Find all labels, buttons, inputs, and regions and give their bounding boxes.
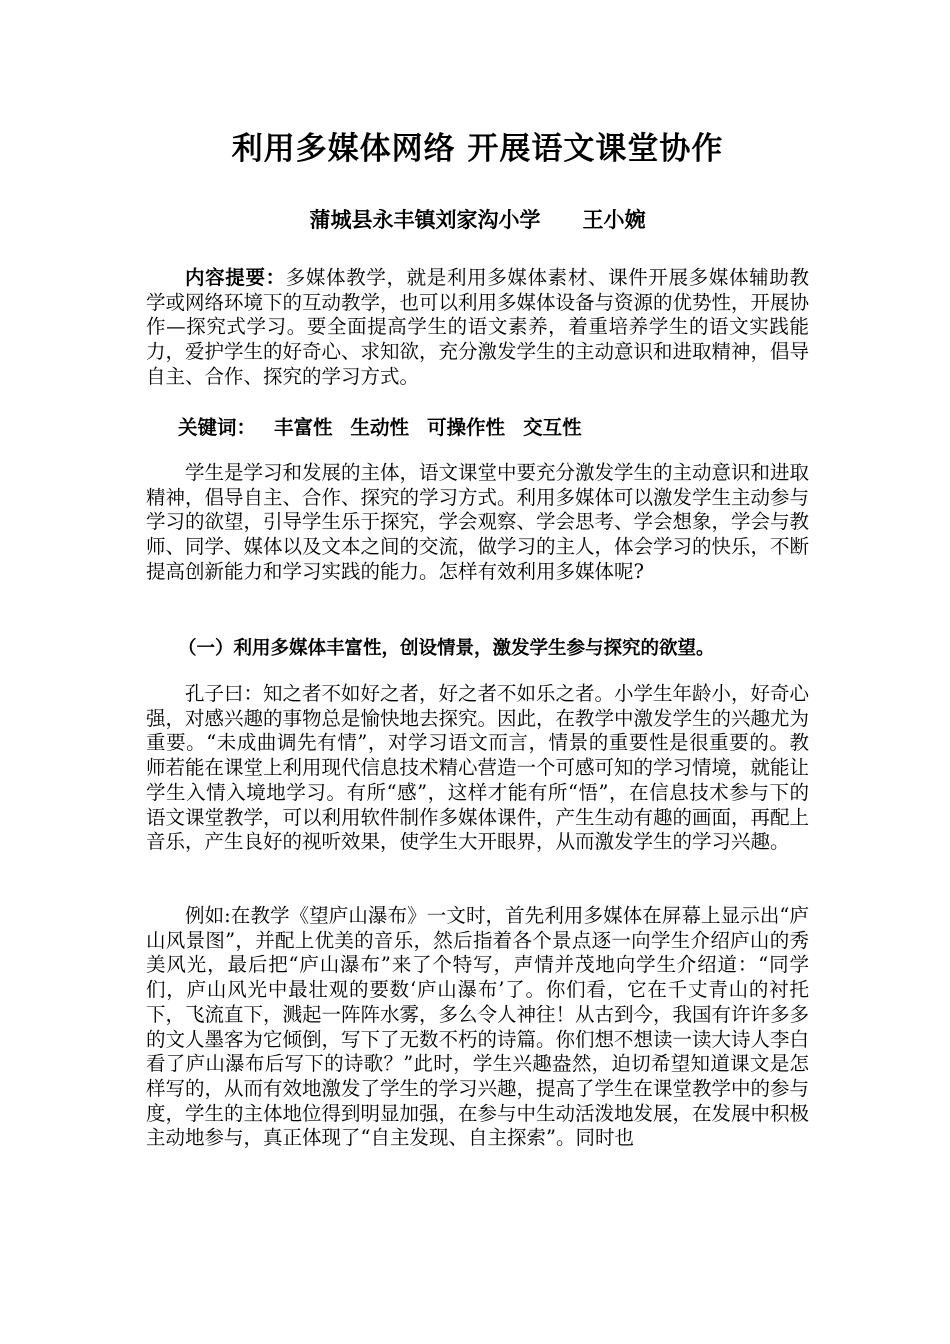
keyword-item: 可操作性 (427, 416, 506, 439)
keywords-line (146, 415, 809, 441)
document-title: 利用多媒体网络 开展语文课堂协作 (231, 131, 724, 167)
author-name: 王小婉 (582, 208, 646, 232)
abstract-paragraph (146, 266, 809, 390)
body-paragraph: 孔子曰：知之者不如好之者，好之者不如乐之者。小学生年龄小，好奇心强，对感兴趣的事物总是愉快地去探究。因此，在教学中激发学生的兴趣尤为重要。“未成曲调先有情”，对学习语文而言，情景的重要性是很重要的。教师若能在课堂上利用现代信息技术精心营造一个可感可知的学习情境，就能让学生入情入境地学习。有所“感”，这样才能有所“悟”，在信息技术参与下的语文课堂教学，可以利用软件制作多媒体课件，产生生动有趣的画面，再配上音乐，产生良好的视听效果，使学生大开眼界，从而激发学生的学习兴趣。 (146, 682, 810, 854)
author-line (146, 205, 809, 235)
section-heading: （一）利用多媒体丰富性，创设情景，激发学生参与探究的欲望。 (178, 638, 715, 659)
abstract-text: 多媒体教学，就是利用多媒体素材、课件开展多媒体辅助教学或网络环境下的互动教学，也可以利用多媒体设备与资源的优势性，开展协作—探究式学习。要全面提高学生的语文素养，着重培养学生的语文实践能力，爱护学生的好奇心、求知欲，充分激发学生的主动意识和进取精神，倡导自主、合作、探究的学习方式。 (146, 266, 810, 388)
author-school: 蒲城县永丰镇刘家沟小学 (309, 208, 541, 232)
intro-paragraph: 学生是学习和发展的主体，语文课堂中要充分激发学生的主动意识和进取精神，倡导自主、合作、探究的学习方式。利用多媒体可以激发学生主动参与学习的欲望，引导学生乐于探究，学会观察、学会思考、学会想象，学会与教师、同学、媒体以及文本之间的交流，做学习的主人，体会学习的快乐，不断提高创新能力和学习实践的能力。怎样有效利用多媒体呢? (146, 461, 810, 583)
body-paragraph: 例如:在教学《望庐山瀑布》一文时，首先利用多媒体在屏幕上显示出“庐山风景图”，并配上优美的音乐，然后指着各个景点逐一向学生介绍庐山的秀美风光，最后把“庐山瀑布”来了个特写，声情并茂地向学生介绍道：“同学们，庐山风光中最壮观的要数‘庐山瀑布’了。你们看，它在千丈青山的衬托下，飞流直下，溅起一阵阵水雾，多么令人神往！从古到今，我国有许许多多的文人墨客为它倾倒，写下了无数不朽的诗篇。你们想不想读一读大诗人李白看了庐山瀑布后写下的诗歌？”此时，学生兴趣盎然，迫切希望知道课文是怎样写的，从而有效地激发了学生的学习兴趣，提高了学生在课堂教学中的参与度，学生的主体地位得到明显加强，在参与中生动活泼地发展，在发展中积极主动地参与，真正体现了“自主发现、自主探索”。同时也 (146, 904, 810, 1150)
keywords-label: 关键词： (178, 416, 257, 439)
abstract-label: 内容提要： (185, 266, 286, 289)
keyword-item: 生动性 (350, 416, 410, 439)
keyword-item: 交互性 (523, 416, 582, 439)
keyword-item: 丰富性 (274, 416, 333, 439)
